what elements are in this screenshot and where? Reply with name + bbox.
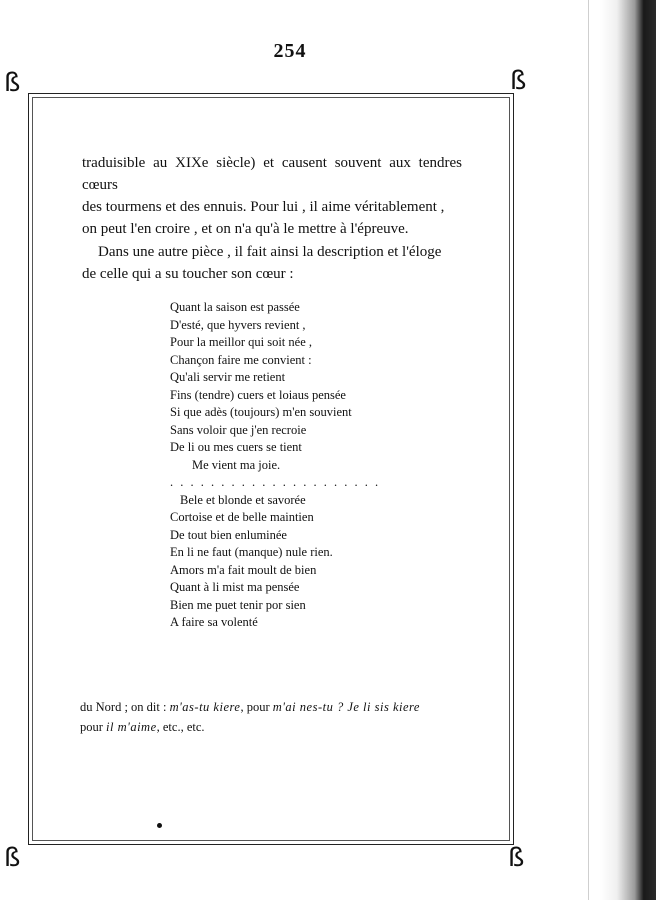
poem-line: D'esté, que hyvers revient , bbox=[170, 317, 306, 332]
text-line: traduisible au XIXe siècle) et causent souvent aux tendres cœurs bbox=[82, 155, 462, 193]
poem-line: Bele et blonde et savorée bbox=[180, 492, 306, 507]
poem-line: Chançon faire me convient : bbox=[170, 352, 312, 367]
poem-line: Bien me puet tenir por sien bbox=[170, 597, 306, 612]
poem-line: De tout bien enluminée bbox=[170, 527, 287, 542]
footnote-italic: m'ai nes-tu ? Je li sis kiere bbox=[272, 700, 420, 714]
ink-dot bbox=[157, 823, 162, 828]
flourish-ornament-icon: ß bbox=[4, 68, 21, 98]
poem-line: Cortoise et de belle maintien bbox=[170, 510, 314, 524]
flourish-ornament-icon: ß bbox=[510, 66, 527, 96]
page-number: 254 bbox=[273, 40, 307, 62]
text-line: des tourmens et des ennuis. Pour lui , il aime véritablement , bbox=[82, 199, 445, 215]
footnote-text: , etc., etc. bbox=[156, 720, 205, 734]
footnote-text: pour bbox=[80, 720, 107, 734]
binding-shadow bbox=[600, 0, 656, 900]
text-line: on peut l'en croire , et on n'a qu'à le mettre à l'épreuve. bbox=[82, 221, 409, 237]
poem-quotation bbox=[170, 299, 430, 632]
poem-line: Quant la saison est passée bbox=[170, 300, 300, 314]
poem-line: Amors m'a fait moult de bien bbox=[170, 562, 317, 577]
paragraph-intro bbox=[82, 241, 462, 285]
footnote-line-2 bbox=[80, 717, 480, 737]
poem-line: Sans voloir que j'en recroie bbox=[170, 422, 307, 437]
poem-line: Qu'ali servir me retient bbox=[170, 370, 286, 384]
poem-line: Si que adès (toujours) m'en souvient bbox=[170, 405, 352, 419]
poem-line: De li ou mes cuers se tient bbox=[170, 440, 302, 454]
footnote-italic: m'as-tu kiere bbox=[169, 700, 241, 714]
poem-line: Pour la meillor qui soit née , bbox=[170, 335, 312, 349]
page-fold-line bbox=[588, 0, 589, 900]
flourish-ornament-icon: ß bbox=[508, 843, 525, 873]
flourish-ornament-icon: ß bbox=[4, 843, 21, 873]
poem-line: Quant à li mist ma pensée bbox=[170, 580, 300, 594]
footnote-italic: il m'aime bbox=[106, 720, 157, 734]
footnote-text: du Nord ; on dit : bbox=[80, 700, 170, 714]
poem-line: Fins (tendre) cuers et loiaus pensée bbox=[170, 387, 346, 402]
footnote-text: , pour bbox=[240, 700, 273, 714]
footnote bbox=[80, 697, 480, 737]
poem-line: A faire sa volenté bbox=[170, 615, 258, 629]
poem-refrain: Me vient ma joie. bbox=[192, 457, 281, 472]
footnote-line-1 bbox=[80, 697, 480, 717]
paragraph-continuation bbox=[82, 152, 462, 240]
ellipsis-dots: . . . . . . . . . . . . . . . . . . . . . bbox=[170, 475, 381, 489]
text-line: de celle qui a su toucher son cœur : bbox=[82, 266, 294, 282]
poem-line: En li ne faut (manque) nule rien. bbox=[170, 545, 333, 559]
text-line: Dans une autre pièce , il fait ainsi la description et l'éloge bbox=[98, 244, 442, 260]
